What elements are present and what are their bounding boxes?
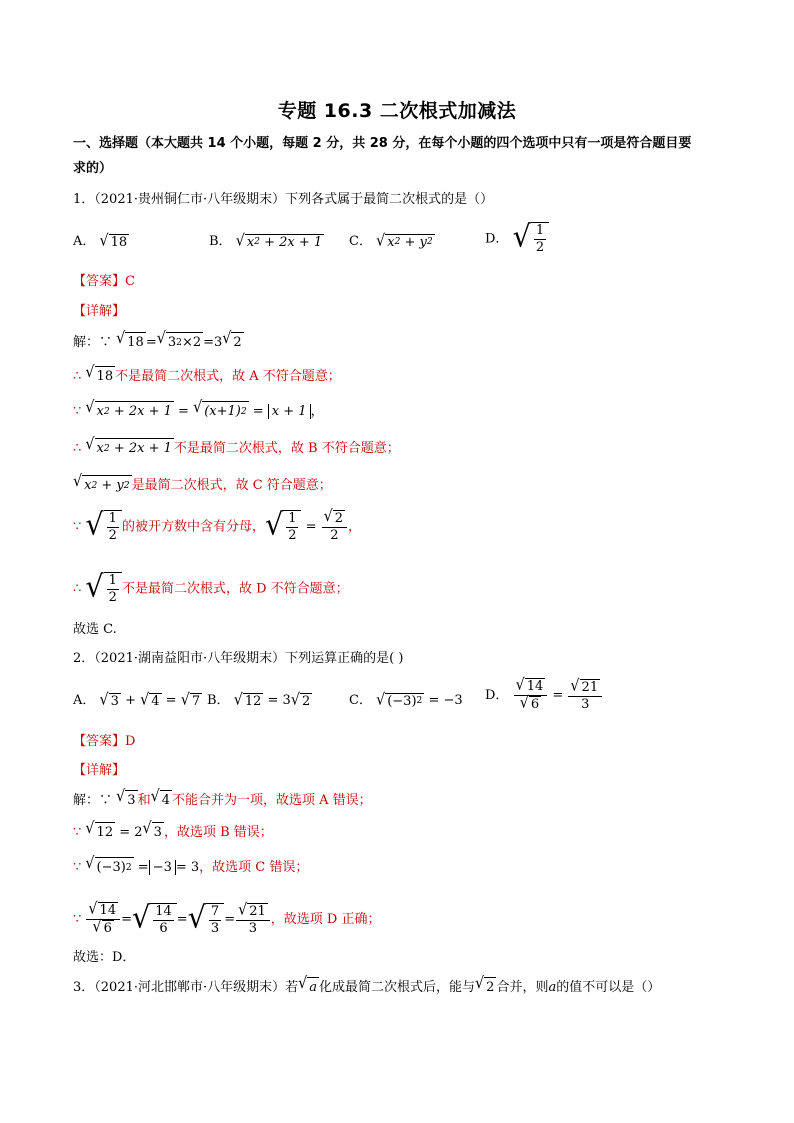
therefore-symbol: ∴ [73, 369, 82, 384]
sqrt-expr: √ 2 [290, 690, 311, 709]
q2-option-a: A． √ 3 + √ 4 = √ 7 [73, 690, 201, 709]
q1-detail-label [73, 302, 125, 322]
detail-label: 【详解】 [73, 763, 126, 778]
solution-text: ，故选项 D 正确； [270, 912, 381, 927]
sqrt-expr: √ a [298, 977, 319, 998]
q1-solution-line-7 [73, 568, 349, 606]
solution-text: 的被开方数中含有分母， [121, 519, 265, 535]
sqrt-expr: √ $\frac{1}{2}$ [265, 510, 302, 544]
because-symbol: ∵ [73, 912, 82, 927]
sqrt-expr: √ $\frac{7}{3}$ [188, 903, 225, 937]
sqrt-expr: √ x 2 + y 2 [376, 231, 433, 250]
solution-text: 不是最简二次根式，故 B 不符合题意； [173, 441, 400, 456]
sqrt-expr: √ 3 [143, 822, 164, 843]
q1-option-b [209, 230, 324, 250]
sqrt-expr: √ 3 [116, 790, 137, 811]
solution-text: 不能合并为一项，故选项 A 错误； [171, 793, 372, 808]
q1-option-b-label: B． [209, 234, 232, 249]
sqrt-expr: √ 12 [233, 690, 262, 709]
q1-option-a-label: A． [73, 234, 96, 249]
fraction: √ 21 3 [236, 903, 270, 937]
fraction: √ 2 2 [322, 510, 347, 544]
q2-option-c: C． √ (−3) 2 = −3 [349, 690, 463, 709]
answer-label: 【答案】 [73, 734, 126, 749]
q1-option-d [485, 218, 549, 256]
q2-option-c-label: C． [349, 693, 372, 708]
q2-solution-line-3: ∵ √ (−3) 2 = −3 = 3，故选项 C 错误； [73, 857, 308, 878]
answer-value: C [125, 274, 135, 289]
solution-text: 不是最简二次根式，故 D 不符合题意； [121, 581, 349, 597]
sqrt-expr: √ 4 [140, 690, 160, 709]
q2-stem: 2．（2021·湖南益阳市·八年级期末）下列运算正确的是( ) [73, 651, 404, 666]
q1-option-d-label: D． [485, 231, 509, 247]
sqrt-expr: √ x 2 + 2x + 1 [85, 401, 173, 422]
sqrt-expr: √ (−3) 2 [85, 857, 133, 878]
sqrt-expr: √ 18 [99, 231, 128, 250]
q1-solution-line-6: ∵ √ $\frac{1}{2}$ 的被开方数中含有分母， √ $\frac{1}{2}$ = √ 2 2 ， [73, 506, 362, 543]
solution-text: 是最简二次根式，故 C 符合题意； [131, 478, 332, 493]
fraction: √ 21 3 [568, 679, 602, 713]
q2-option-b-label: B． [207, 693, 230, 708]
fraction: √ 14 √ 6 [514, 678, 548, 713]
q3-stem-part-1: 3．（2021·河北邯郸市·八年级期末）若 [73, 980, 299, 995]
sqrt-expr: √ x 2 + 2x + 1 [235, 231, 323, 250]
q1-option-c-label: C． [349, 234, 372, 249]
q2-option-a-label: A． [73, 693, 96, 708]
answer-label: 【答案】 [73, 274, 126, 289]
q1-conclusion: 故选 C. [73, 622, 117, 637]
q1-solution-line-2 [73, 363, 341, 387]
q3-stem: 3．（2021·河北邯郸市·八年级期末）若 √ a 化成最简二次根式后，能与 √ 2 合并，则a的值不可以是（） [73, 977, 660, 998]
section-heading: 一、选择题（本大题共 14 个小题，每题 2 分，共 28 分，在每个小题的四个选项中只有一项是符合题目要 [73, 136, 692, 151]
sqrt-expr: √ 3 [99, 690, 119, 709]
q2-option-d-label: D． [485, 688, 509, 703]
q1-option-a [73, 230, 129, 250]
q2-solution-line-4: ∵ √ 14 √ 6 = √ $\frac{14}{6}$ = √ $\frac{7}{3}$ = √ 21 3 ，故选项 D 正确； [73, 898, 381, 936]
sqrt-expr: √ $\frac{1}{2}$ [85, 572, 122, 606]
solution-intro: 解：∵ [73, 793, 113, 808]
q2-detail-label [73, 761, 125, 781]
q2-solution-line-1 [73, 787, 372, 811]
q1-stem: 1．（2021·贵州铜仁市·八年级期末）下列各式属于最简二次根式的是（） [73, 192, 494, 207]
sqrt-expr: √ 12 [85, 822, 115, 843]
sqrt-expr: √ 2 [222, 332, 243, 353]
sqrt-expr: √ 2 [475, 977, 496, 998]
because-symbol: ∵ [73, 404, 82, 419]
page-title: 专题 16.3 二次根式加减法 [277, 100, 517, 122]
sqrt-expr: √ $\frac{1}{2}$ [513, 222, 550, 256]
solution-text: 和 [137, 793, 151, 808]
sqrt-expr: √ 3 2 ×2 [157, 332, 203, 353]
sqrt-expr: √ (−3) 2 [376, 690, 423, 709]
q3-stem-part-4: 的值不可以是（） [556, 980, 661, 995]
sqrt-expr: √ 4 [151, 790, 172, 811]
q1-option-c [349, 230, 435, 250]
q2-solution-line-2: ∵ √ 12 = 2 √ 3 ，故选项 B 错误； [73, 822, 273, 843]
because-symbol: ∵ [73, 519, 82, 535]
detail-label: 【详解】 [73, 304, 126, 319]
fraction: √ 14 √ 6 [86, 902, 120, 937]
solution-text: ，故选项 C 错误； [199, 860, 309, 875]
q3-stem-part-3: 合并，则 [496, 980, 549, 995]
q1-answer [73, 272, 135, 292]
sqrt-expr: √ (x+1) 2 [193, 401, 249, 422]
q2-answer [73, 732, 135, 752]
sqrt-expr: √ 18 [116, 332, 146, 353]
sqrt-expr: √ 18 [85, 366, 115, 387]
abs-expr: x + 1 [268, 404, 311, 419]
sqrt-expr: √ x 2 + 2x + 1 [85, 438, 173, 459]
therefore-symbol: ∴ [73, 441, 82, 456]
q1-solution-line-4 [73, 435, 400, 459]
because-symbol: ∵ [73, 860, 82, 875]
sqrt-expr: √ x 2 + y 2 [73, 475, 132, 496]
sqrt-expr: √ 7 [180, 690, 201, 709]
q1-solution-line-1: 解：∵ √ 18 = √ 3 2 ×2 =3 √ 2 [73, 332, 244, 353]
solution-text: ，故选项 B 错误； [163, 825, 273, 840]
sqrt-expr: √ $\frac{14}{6}$ [132, 903, 177, 937]
abs-expr: −3 [149, 860, 176, 875]
q1-solution-line-5 [73, 472, 332, 496]
sqrt-expr: √ $\frac{1}{2}$ [85, 510, 122, 544]
answer-value: D [125, 734, 136, 749]
q2-conclusion: 故选：D． [73, 950, 136, 965]
because-symbol: ∵ [73, 825, 82, 840]
q2-option-d: D． √ 14 √ 6 = √ 21 3 [485, 678, 603, 713]
q2-option-b: B． √ 12 = 3 √ 2 [207, 690, 311, 709]
q1-solution-line-3: ∵ √ x 2 + 2x + 1 = √ (x+1) 2 = x + 1 ， [73, 401, 324, 422]
section-heading-cont: 求的） [73, 161, 113, 176]
solution-intro: 解：∵ [73, 335, 113, 350]
therefore-symbol: ∴ [73, 581, 82, 597]
solution-text: 不是最简二次根式，故 A 不符合题意； [115, 369, 341, 384]
q3-stem-part-2: 化成最简二次根式后，能与 [319, 980, 476, 995]
